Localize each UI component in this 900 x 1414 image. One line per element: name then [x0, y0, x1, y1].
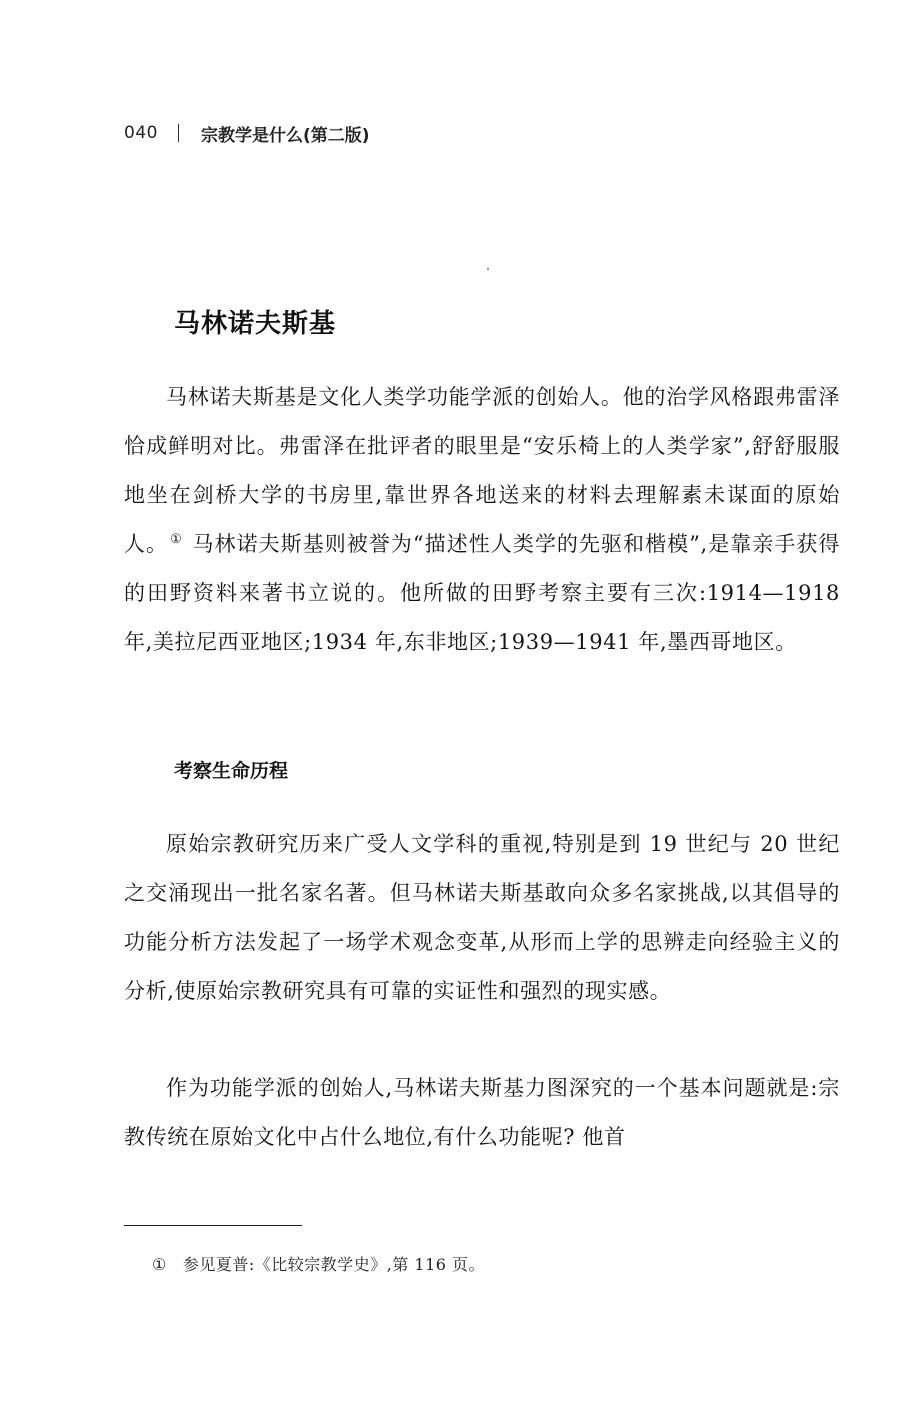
book-title: 宗教学是什么(第二版) [200, 125, 370, 146]
section-heading: 马林诺夫斯基 [174, 309, 337, 339]
paragraph-intro-text-1: 马林诺夫斯基是文化人类学功能学派的创始人。他的治学风格跟弗雷泽恰成鲜明对比。弗雷泽在批评者的眼里是“安乐椅上的人类学家”,舒舒服服地坐在剑桥大学的书房里,靠世界各地送来的材料去理解素未谋面的原始人。 [124, 385, 840, 556]
footnote-mark: ① [152, 1255, 167, 1274]
scan-speck [487, 268, 489, 270]
paragraph-intro-text-2: 马林诺夫斯基则被誉为“描述性人类学的先驱和楷模”,是靠亲手获得的田野资料来著书立说的。他所做的田野考察主要有三次:1914—1918 年,美拉尼西亚地区;1934 年,东非地区;1939—1941 年,墨西哥地区。 [124, 532, 840, 654]
header-divider [178, 124, 179, 142]
footnote-reference[interactable]: ① [170, 532, 183, 547]
page-number: 040 [124, 123, 158, 143]
footnote-rule [124, 1225, 302, 1226]
footnote-text: 参见夏普:《比较宗教学史》,第 116 页。 [182, 1255, 486, 1274]
subsection-heading: 考察生命历程 [174, 760, 289, 782]
paragraph-intro [124, 373, 840, 667]
paragraph-body-1: 原始宗教研究历来广受人文学科的重视,特别是到 19 世纪与 20 世纪之交涌现出一批名家名著。但马林诺夫斯基敢向众多名家挑战,以其倡导的功能分析方法发起了一场学术观念变革,从形而上学的思辨走向经验主义的分析,使原始宗教研究具有可靠的实证性和强烈的现实感。 [124, 832, 840, 1003]
running-header [124, 118, 370, 148]
footnote [152, 1252, 485, 1275]
paragraph-body-2: 作为功能学派的创始人,马林诺夫斯基力图深究的一个基本问题就是:宗教传统在原始文化中占什么地位,有什么功能呢? 他首 [124, 1076, 840, 1149]
